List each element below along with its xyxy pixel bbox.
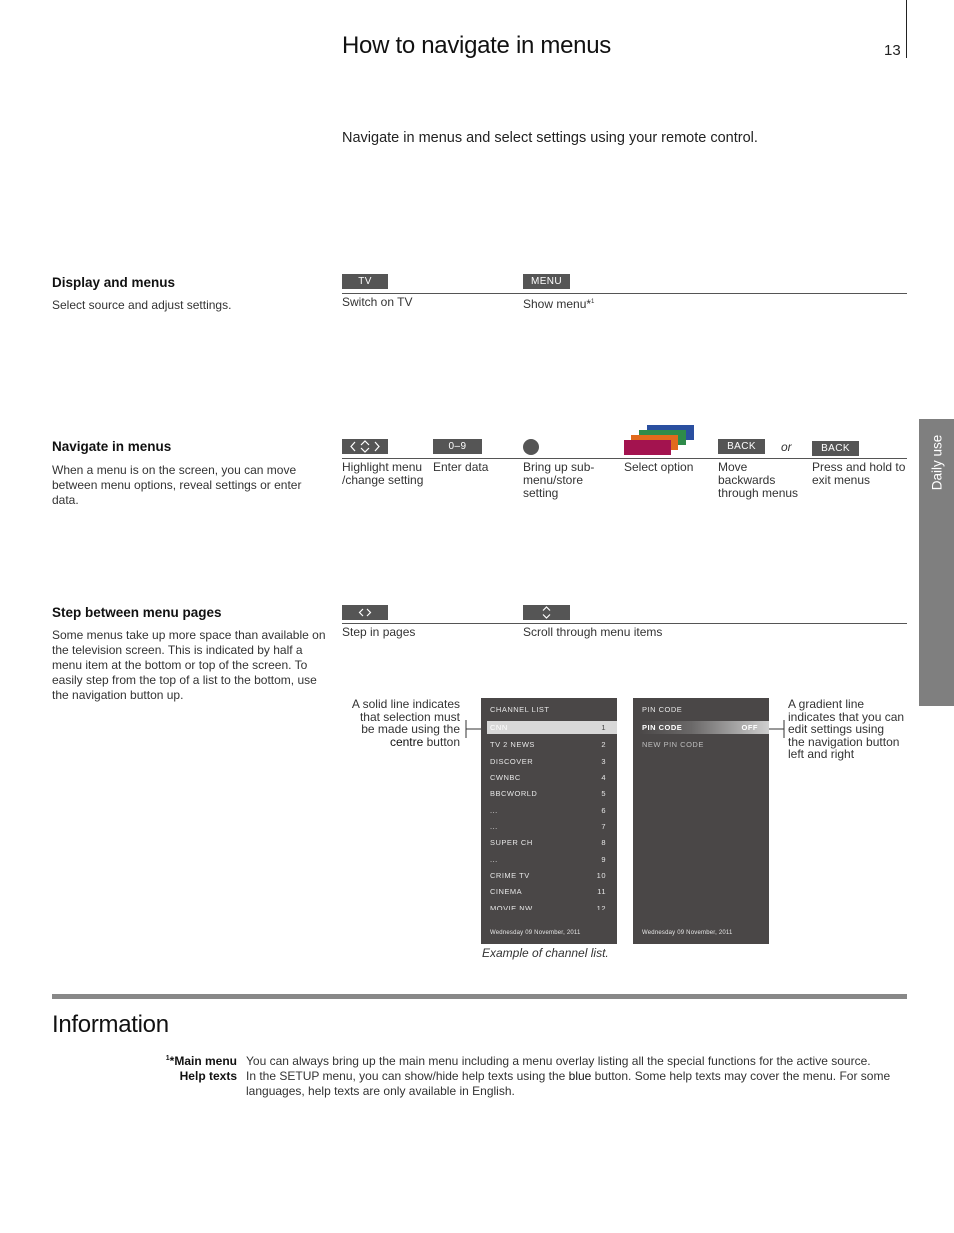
channel-row bbox=[490, 820, 608, 833]
info-key-text: *Main menu bbox=[169, 1054, 237, 1068]
section-title-step: Step between menu pages bbox=[52, 605, 222, 620]
back-hold-button: BACK bbox=[812, 441, 859, 456]
page-number: 13 bbox=[884, 42, 901, 59]
info-text-main-menu: You can always bring up the main menu including a menu overlay listing all the special functions for the active source. bbox=[246, 1054, 871, 1068]
note-line: edit settings using bbox=[788, 722, 885, 736]
channel-number: 10 bbox=[596, 871, 606, 880]
side-tab-label: Daily use bbox=[929, 434, 944, 491]
label-show-menu bbox=[523, 296, 594, 311]
label-enter-data: Enter data bbox=[433, 460, 489, 474]
channel-name: TV 2 NEWS bbox=[490, 740, 535, 749]
info-key-main-menu bbox=[52, 1054, 237, 1068]
label-step-in-pages: Step in pages bbox=[342, 625, 416, 639]
channel-list-screen bbox=[481, 698, 617, 944]
channel-row bbox=[490, 836, 608, 849]
menu-row: NEW PIN CODE bbox=[642, 740, 704, 749]
selected-row bbox=[487, 721, 617, 734]
channel-row bbox=[490, 787, 608, 800]
channel-row bbox=[490, 755, 608, 768]
label-move-backwards bbox=[718, 461, 798, 500]
note-emphasis: centre bbox=[389, 734, 424, 749]
digits-button: 0–9 bbox=[433, 439, 482, 454]
up-down-arrows-icon bbox=[523, 605, 570, 620]
selected-row bbox=[639, 721, 769, 734]
side-tab bbox=[919, 419, 954, 706]
channel-name: ... bbox=[490, 806, 498, 815]
footnote-marker: 1 bbox=[165, 1055, 170, 1062]
back-button: BACK bbox=[718, 439, 765, 454]
channel-name: DISCOVER bbox=[490, 757, 534, 766]
label-line: backwards bbox=[718, 473, 776, 487]
channel-number: 4 bbox=[601, 773, 606, 782]
label-exit-menus bbox=[812, 461, 905, 487]
info-text: button. Some help texts may cover the menu. For some languages, help texts are only available in English. bbox=[246, 1069, 891, 1098]
footnote-marker: 1 bbox=[591, 299, 595, 305]
menu-button: MENU bbox=[523, 274, 570, 289]
note-line: A solid line indicates bbox=[351, 697, 460, 711]
setting-name: PIN CODE bbox=[642, 723, 683, 732]
channel-row bbox=[490, 885, 608, 898]
red-key-icon bbox=[624, 440, 671, 455]
setting-value: OFF bbox=[741, 723, 758, 732]
channel-name: MOVIE NW bbox=[490, 904, 533, 910]
channel-name: CNN bbox=[490, 723, 508, 732]
screen-header: CHANNEL LIST bbox=[490, 705, 550, 714]
gradient-line-note bbox=[788, 698, 913, 761]
pin-code-screen bbox=[633, 698, 769, 944]
section-desc-display: Select source and adjust settings. bbox=[52, 298, 232, 312]
label-line: Press and hold to bbox=[812, 460, 906, 474]
info-text: In the SETUP menu, you can show/hide help texts using the bbox=[246, 1069, 569, 1083]
page-title: How to navigate in menus bbox=[342, 32, 611, 59]
screen-footer: Wednesday 09 November, 2011 bbox=[642, 930, 733, 936]
note-line: indicates that you can bbox=[788, 709, 905, 724]
channel-row bbox=[490, 738, 608, 751]
info-text-emphasis: blue bbox=[568, 1069, 592, 1083]
channel-name: SUPER CH bbox=[490, 838, 533, 847]
channel-number: 1 bbox=[601, 723, 606, 732]
channel-number: 6 bbox=[601, 806, 606, 815]
channel-number: 9 bbox=[601, 855, 606, 864]
note-line: the navigation button bbox=[788, 734, 900, 749]
channel-name: BBCWORLD bbox=[490, 789, 538, 798]
or-text: or bbox=[781, 440, 792, 454]
label-line: setting bbox=[523, 486, 559, 500]
channel-row bbox=[490, 771, 608, 784]
channel-number: 11 bbox=[597, 887, 606, 896]
arrow-keys-button bbox=[342, 439, 388, 454]
screen-footer: Wednesday 09 November, 2011 bbox=[490, 930, 581, 936]
note-line bbox=[322, 736, 460, 749]
four-way-arrows-icon bbox=[342, 439, 388, 454]
info-key-help-texts: Help texts bbox=[179, 1069, 237, 1083]
label-show-menu-text: Show menu* bbox=[523, 297, 592, 311]
label-line: Bring up sub- bbox=[523, 460, 595, 474]
channel-list-caption: Example of channel list. bbox=[482, 946, 609, 960]
channel-number: 3 bbox=[601, 757, 606, 766]
channel-row bbox=[490, 902, 608, 910]
channel-number: 5 bbox=[601, 789, 606, 798]
intro-text: Navigate in menus and select settings using your remote control. bbox=[342, 130, 758, 146]
note-text: button bbox=[423, 734, 460, 749]
channel-row bbox=[490, 869, 608, 882]
label-switch-on-tv: Switch on TV bbox=[342, 295, 413, 309]
left-right-arrows-icon bbox=[342, 605, 388, 620]
channel-name: CRIME TV bbox=[490, 871, 530, 880]
channel-name: CINEMA bbox=[490, 887, 523, 896]
section-rule bbox=[342, 458, 907, 459]
information-rule bbox=[52, 994, 907, 999]
note-line: that selection must bbox=[359, 709, 460, 724]
screen-header: PIN CODE bbox=[642, 705, 683, 714]
left-right-button bbox=[342, 605, 388, 620]
note-line: A gradient line bbox=[788, 697, 865, 711]
channel-row bbox=[490, 853, 608, 866]
colour-keys-icon bbox=[624, 425, 696, 457]
label-bring-up-submenu bbox=[523, 461, 594, 500]
channel-row bbox=[490, 804, 608, 817]
label-line: Move bbox=[718, 460, 748, 474]
label-line: menu/store bbox=[523, 473, 584, 487]
label-highlight-menu bbox=[342, 461, 423, 487]
section-title-display: Display and menus bbox=[52, 275, 176, 290]
note-line: be made using the bbox=[361, 722, 460, 736]
section-rule bbox=[342, 623, 907, 624]
channel-name: ... bbox=[490, 855, 498, 864]
solid-line-note bbox=[322, 698, 460, 748]
channel-number: 7 bbox=[601, 822, 606, 831]
top-divider bbox=[906, 0, 907, 58]
label-line: /change setting bbox=[342, 473, 424, 487]
label-line: exit menus bbox=[812, 473, 871, 487]
channel-number: 2 bbox=[601, 740, 606, 749]
channel-name: CWNBC bbox=[490, 773, 521, 782]
section-rule bbox=[342, 293, 907, 294]
channel-number: 12 bbox=[596, 904, 606, 910]
label-line: Highlight menu bbox=[342, 460, 423, 474]
label-select-option: Select option bbox=[624, 460, 694, 474]
information-title: Information bbox=[52, 1011, 169, 1038]
centre-button-icon bbox=[523, 439, 539, 455]
channel-name: ... bbox=[490, 822, 498, 831]
channel-number: 8 bbox=[601, 838, 606, 847]
tv-button: TV bbox=[342, 274, 388, 289]
gradient-line-connector bbox=[766, 719, 786, 739]
section-desc-step: Some menus take up more space than available on the television screen. This is indicated by half a menu item at the bottom or top of the screen. To easily step from the top of a list to the bottom, use the navigation button up. bbox=[52, 628, 326, 702]
label-scroll-menu-items: Scroll through menu items bbox=[523, 625, 663, 639]
section-title-navigate: Navigate in menus bbox=[52, 439, 172, 454]
section-desc-navigate: When a menu is on the screen, you can move between menu options, reveal settings or enter data. bbox=[52, 463, 302, 507]
info-text-help-texts bbox=[246, 1069, 908, 1099]
note-line: left and right bbox=[788, 747, 855, 761]
up-down-button bbox=[523, 605, 570, 620]
label-line: through menus bbox=[718, 486, 799, 500]
